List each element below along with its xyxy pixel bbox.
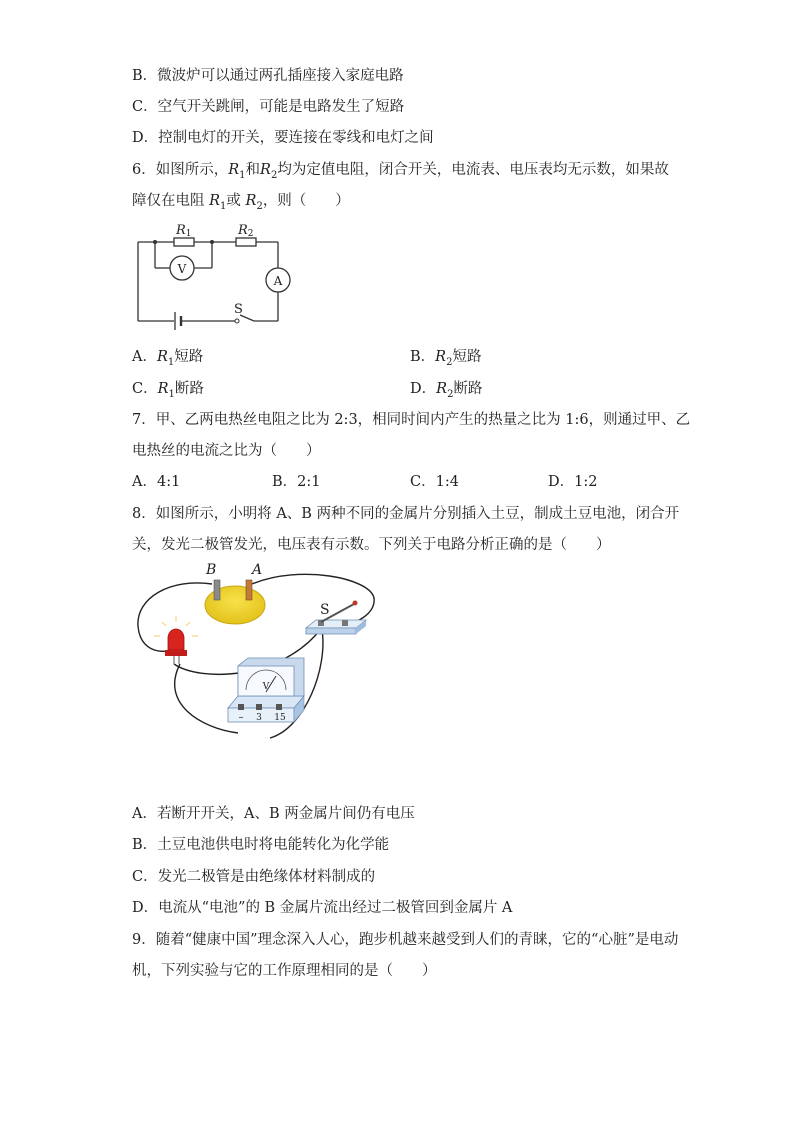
led-icon bbox=[154, 616, 198, 664]
knife-switch-icon bbox=[306, 601, 366, 635]
q6-option-b: B．$R_2$短路 bbox=[410, 349, 482, 368]
q8-terminal-3: 3 bbox=[256, 713, 262, 723]
q6-stem-line1: 6．如图所示，$R_1$和$R_2$均为定值电阻，闭合开关，电流表、电压表均无示数，如果故 bbox=[132, 162, 669, 181]
q6-option-c: C．$R_1$断路 bbox=[132, 381, 204, 400]
q8-terminal-15: 15 bbox=[274, 713, 286, 723]
q6-voltmeter-label: V bbox=[177, 262, 187, 276]
q9-stem-line2: 机，下列实验与它的工作原理相同的是（ ） bbox=[132, 963, 437, 979]
q9-stem-line1: 9．随着“健康中国”理念深入人心，跑步机越来越受到人们的青睐，它的“心脏”是电动 bbox=[132, 932, 679, 948]
q8-stem-line1: 8．如图所示，小明将 A、B 两种不同的金属片分别插入土豆，制成土豆电池，闭合开 bbox=[132, 506, 680, 522]
q7-stem-line1: 7．甲、乙两电热丝电阻之比为 2:3，相同时间内产生的热量之比为 1:6，则通过甲、乙 bbox=[132, 412, 691, 428]
q6-option-d: D．$R_2$断路 bbox=[410, 381, 483, 400]
q8-meter-v: V bbox=[262, 682, 270, 692]
q5-option-b: B．微波炉可以通过两孔插座接入家庭电路 bbox=[132, 68, 404, 84]
q6-switch-label: S bbox=[234, 302, 243, 317]
q6-label-r2: R2 bbox=[238, 223, 254, 239]
q6-option-a: A．$R_1$短路 bbox=[132, 349, 204, 368]
q8-potato-battery-diagram bbox=[130, 558, 380, 758]
q7-option-a: A．4:1 bbox=[132, 474, 181, 490]
q7-option-c: C．1:4 bbox=[410, 474, 459, 490]
q8-option-a: A．若断开开关，A、B 两金属片间仍有电压 bbox=[132, 806, 415, 822]
q7-option-d: D．1:2 bbox=[548, 474, 598, 490]
q6-label-r1: R1 bbox=[176, 223, 192, 239]
q6-circuit-diagram bbox=[130, 220, 300, 332]
q8-label-s: S bbox=[320, 602, 330, 618]
q8-option-d: D．电流从“电池”的 B 金属片流出经过二极管回到金属片 A bbox=[132, 900, 513, 916]
q8-stem-line2: 关，发光二极管发光，电压表有示数。下列关于电路分析正确的是（ ） bbox=[132, 537, 611, 553]
q8-option-c: C．发光二极管是由绝缘体材料制成的 bbox=[132, 869, 376, 885]
q8-label-b: B bbox=[206, 562, 217, 578]
q5-option-c: C．空气开关跳闸，可能是电路发生了短路 bbox=[132, 99, 405, 115]
q7-option-b: B．2:1 bbox=[272, 474, 321, 490]
q5-option-d: D．控制电灯的开关，要连接在零线和电灯之间 bbox=[132, 130, 434, 146]
q8-label-a: A bbox=[252, 562, 263, 578]
q6-ammeter-label: A bbox=[273, 274, 283, 288]
q7-stem-line2: 电热丝的电流之比为（ ） bbox=[132, 443, 321, 459]
q6-stem-line2: 障仅在电阻 $R_1$或 $R_2$，则（ ） bbox=[132, 193, 350, 212]
q8-terminal-minus: – bbox=[238, 712, 244, 723]
q8-option-b: B．土豆电池供电时将电能转化为化学能 bbox=[132, 837, 390, 853]
